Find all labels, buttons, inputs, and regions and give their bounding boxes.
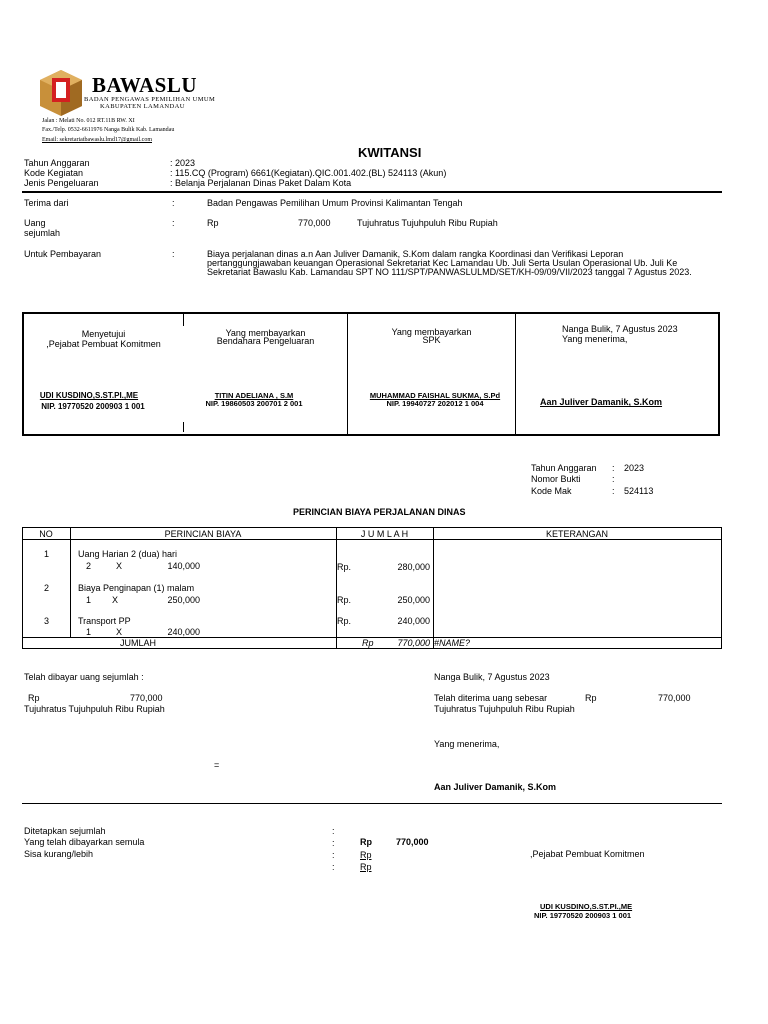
row-qty: 1 <box>86 595 92 605</box>
table-header-keterangan: KETERANGAN <box>545 529 608 539</box>
sig3-name: MUHAMMAD FAISHAL SUKMA, S.Pd <box>369 391 501 400</box>
sig2-name: TITIN ADELIANA , S.M <box>214 391 294 400</box>
row-desc: Transport PP <box>78 616 131 626</box>
sig4-title: Yang menerima, <box>562 334 628 344</box>
kode-label: Kode Kegiatan <box>24 168 84 178</box>
uang-rp: Rp <box>207 218 219 228</box>
row-x: X <box>116 561 123 571</box>
colon: : <box>612 474 615 484</box>
divider <box>22 191 722 193</box>
org-name: BAWASLU <box>92 73 198 97</box>
detail-title: PERINCIAN BIAYA PERJALANAN DINAS <box>293 507 466 517</box>
document-title: KWITANSI <box>358 145 422 160</box>
recv-title: Yang menerima, <box>434 739 500 749</box>
table-col-divider <box>336 527 337 649</box>
org-region: KABUPATEN LAMANDAU <box>100 103 185 110</box>
sig2-title: Yang membayarkan <box>225 328 306 338</box>
signature-box-top <box>22 312 720 314</box>
ppk-name: UDI KUSDINO,S.ST.PI.,ME <box>540 902 633 911</box>
terima-value: Badan Pengawas Pemilihan Umum Provinsi Kalimantan Tengah <box>207 198 463 208</box>
ppk-nip: NIP. 19770520 200903 1 001 <box>534 911 632 920</box>
sisa-rp: Rp <box>360 850 372 860</box>
dibayarkan-rp: Rp <box>360 837 372 847</box>
kode-value: : 115.CQ (Program) 6661(Kegiatan).QIC.001.402.(BL) 524113 (Akun) <box>170 168 447 178</box>
untuk-line-3: Sekretariat Bawaslu Kab. Lamandau SPT NO 111/SPT/PANWASLULMD/SET/KH-09/09/VII/2023 tanggal 7 Agustus 2023. <box>207 267 692 277</box>
signature-box-right <box>718 312 720 436</box>
meta-tahun-label: Tahun Anggaran <box>531 463 597 473</box>
address: Jalan : Melati No. 012 RT.11B RW. XI <box>42 118 135 124</box>
row-unit: 240,000 <box>167 627 200 637</box>
colon: : <box>612 463 615 473</box>
paid-label: Telah dibayar uang sejumlah : <box>24 672 144 682</box>
table-header-bottom <box>22 539 722 540</box>
table-bottom <box>22 648 722 649</box>
table-header-perincian: PERINCIAN BIAYA <box>164 529 242 539</box>
terima-label: Terima dari <box>24 198 69 208</box>
row-rp: Rp. <box>337 595 352 605</box>
paid-words: Tujuhratus Tujuhpuluh Ribu Rupiah <box>24 704 165 714</box>
sig3-nip: NIP. 19940727 202012 1 004 <box>386 399 484 408</box>
colon: : <box>332 862 335 872</box>
untuk-label: Untuk Pembayaran <box>24 249 102 259</box>
row-unit: 140,000 <box>167 561 200 571</box>
table-top <box>22 527 722 528</box>
colon: : <box>172 198 175 208</box>
sig2-nip: NIP. 19860503 200701 2 001 <box>205 399 303 408</box>
sig4-name: Aan Juliver Damanik, S.Kom <box>540 397 663 407</box>
row-x: X <box>112 595 119 605</box>
ppk-title: ,Pejabat Pembuat Komitmen <box>530 849 645 859</box>
meta-nomor-label: Nomor Bukti <box>531 474 581 484</box>
recv-label: Telah diterima uang sebesar <box>434 693 548 703</box>
dibayarkan-amount: 770,000 <box>396 837 429 847</box>
row-qty: 2 <box>86 561 92 571</box>
paid-rp: Rp <box>28 693 40 703</box>
table-right <box>721 527 722 649</box>
sisa-rp-2: Rp <box>360 862 372 872</box>
colon: : <box>612 486 615 496</box>
row-desc: Uang Harian 2 (dua) hari <box>78 549 178 559</box>
sig1-title-2: ,Pejabat Pembuat Komitmen <box>46 339 161 349</box>
signature-divider <box>183 314 184 326</box>
total-amount: 770,000 <box>397 638 430 648</box>
contact: Fax./Telp. 0532-6611976 Nanga Bulik Kab. Lamandau <box>42 127 175 133</box>
meta-tahun-value: 2023 <box>624 463 645 473</box>
total-note: #NAME? <box>434 638 471 648</box>
place-date: Nanga Bulik, 7 Agustus 2023 <box>434 672 550 682</box>
sisa-label: Sisa kurang/lebih <box>24 849 94 859</box>
org-full-name: BADAN PENGAWAS PEMILIHAN UMUM <box>84 96 216 103</box>
sig1-nip: NIP. 19770520 200903 1 001 <box>41 402 145 411</box>
row-amount: 280,000 <box>397 562 430 572</box>
row-no: 1 <box>44 549 50 559</box>
recv-rp: Rp <box>585 693 597 703</box>
ditetapkan-label: Ditetapkan sejumlah <box>24 826 106 836</box>
recv-name: Aan Juliver Damanik, S.Kom <box>434 782 557 792</box>
colon: : <box>172 249 175 259</box>
total-label: JUMLAH <box>120 638 157 648</box>
row-rp: Rp. <box>337 562 352 572</box>
email: Email: sekretariatbawaslu.lmd17@gmail.com <box>42 137 152 143</box>
signature-divider <box>515 314 516 434</box>
total-rp: Rp <box>362 638 374 648</box>
table-col-divider <box>70 527 71 638</box>
row-desc: Biaya Penginapan (1) malam <box>78 583 195 593</box>
sig2-title-2: Bendahara Pengeluaran <box>216 336 315 346</box>
row-qty: 1 <box>86 627 92 637</box>
equals-sign: = <box>214 760 220 770</box>
row-rp: Rp. <box>337 616 352 626</box>
colon: : <box>332 850 335 860</box>
row-no: 2 <box>44 583 50 593</box>
table-header-no: NO <box>39 529 53 539</box>
table-left <box>22 527 23 649</box>
row-unit: 250,000 <box>167 595 200 605</box>
signature-box-bottom <box>22 434 720 436</box>
meta-kode-value: 524113 <box>624 486 654 496</box>
tahun-value: : 2023 <box>170 158 196 168</box>
untuk-line-1: Biaya perjalanan dinas a.n Aan Juliver Damanik, S.Kom dalam rangka Koordinasi dan Verifikasi Leporan <box>207 249 624 259</box>
recv-amount: 770,000 <box>658 693 691 703</box>
table-col-divider <box>433 527 434 649</box>
divider <box>22 803 722 804</box>
row-amount: 250,000 <box>397 595 430 605</box>
sig3-title-2: SPK <box>422 335 441 345</box>
paid-amount: 770,000 <box>130 693 163 703</box>
uang-words: Tujuhratus Tujuhpuluh Ribu Rupiah <box>357 218 498 228</box>
uang-label-2: sejumlah <box>24 228 61 238</box>
row-no: 3 <box>44 616 50 626</box>
uang-amount: 770,000 <box>298 218 331 228</box>
recv-words: Tujuhratus Tujuhpuluh Ribu Rupiah <box>434 704 575 714</box>
sig1-name: UDI KUSDINO,S.ST.PI.,ME <box>39 391 139 400</box>
sig3-title: Yang membayarkan <box>391 327 472 337</box>
meta-kode-label: Kode Mak <box>531 486 572 496</box>
jenis-label: Jenis Pengeluaran <box>24 178 99 188</box>
signature-divider <box>183 422 184 432</box>
row-x: X <box>116 627 123 637</box>
colon: : <box>172 218 175 228</box>
row-amount: 240,000 <box>397 616 430 626</box>
colon: : <box>332 826 335 836</box>
colon: : <box>332 838 335 848</box>
jenis-value: : Belanja Perjalanan Dinas Paket Dalam Kota <box>170 178 352 188</box>
sig1-title: Menyetujui <box>81 329 126 339</box>
uang-label: Uang <box>24 218 46 228</box>
table-header-jumlah: J U M L A H <box>360 529 409 539</box>
untuk-line-2: pertanggungjawaban keuangan Operasional Sekretariat Kec Lamandau Ub. Juli Serta Usulan Operasional Ub. Juli Ke <box>207 258 678 268</box>
bawaslu-logo <box>38 68 84 118</box>
dibayarkan-label: Yang telah dibayarkan semula <box>24 837 145 847</box>
tahun-label: Tahun Anggaran <box>24 158 90 168</box>
sig4-date: Nanga Bulik, 7 Agustus 2023 <box>562 324 678 334</box>
